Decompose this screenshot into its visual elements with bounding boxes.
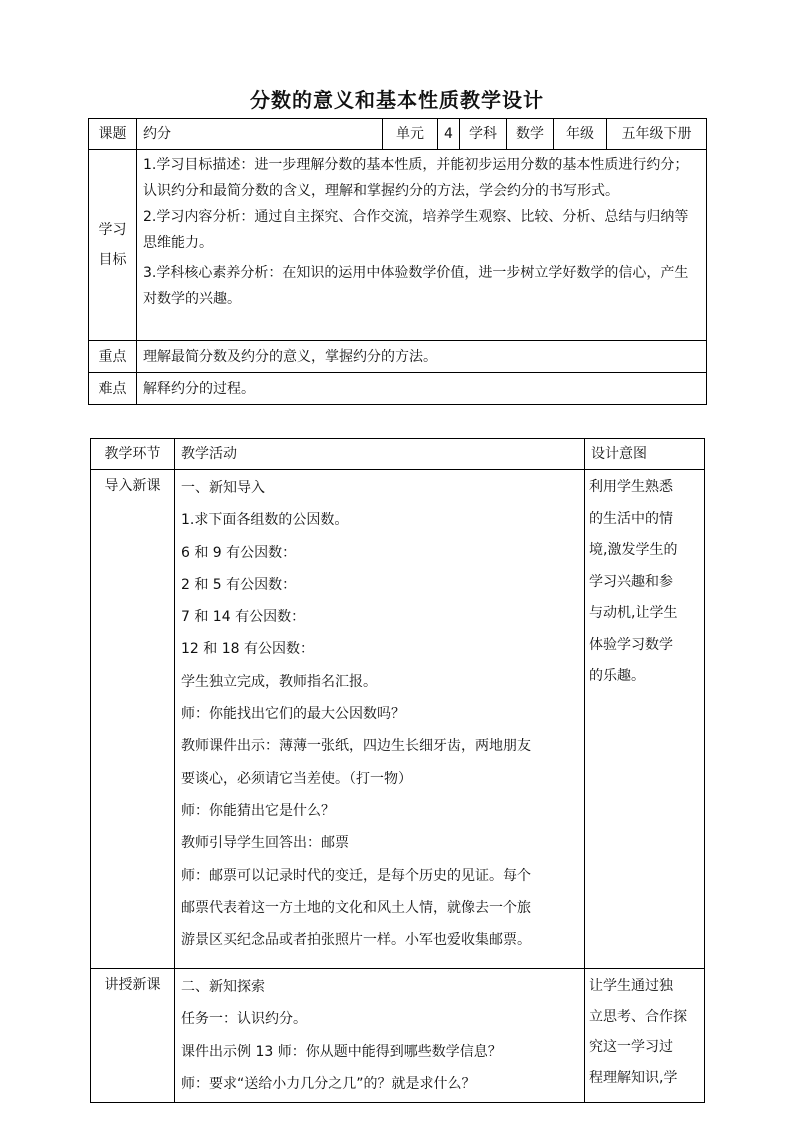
- intent-line: 体验学习数学: [589, 636, 673, 653]
- intent-new-lesson: [585, 969, 705, 1103]
- key-point-label: 重点: [89, 341, 137, 373]
- learning-goals-label: [89, 150, 137, 341]
- topic-label: 课题: [89, 119, 137, 150]
- unit-value: 4: [438, 119, 460, 150]
- goals-label-line-2: 目标: [98, 252, 127, 268]
- activity-line: 任务一：认识约分。: [181, 1011, 307, 1028]
- topic-value: 约分: [137, 119, 383, 150]
- activity-line: 师：要求“送给小力几分之几”的？就是求什么？: [181, 1075, 476, 1092]
- activity-line: 教师课件出示：薄薄一张纸，四边生长细牙齿，两地朋友: [181, 738, 531, 755]
- info-table: [88, 118, 707, 405]
- teaching-plan-table: [90, 438, 705, 1103]
- intent-intro: [585, 470, 705, 969]
- page-title: 分数的意义和基本性质教学设计: [250, 88, 544, 112]
- intent-line: 的生活中的情: [589, 510, 673, 527]
- intent-line: 立思考、合作探: [589, 1008, 687, 1025]
- grade-label: 年级: [554, 119, 607, 150]
- activity-line: 游景区买纪念品或者拍张照片一样。小军也爱收集邮票。: [181, 932, 531, 949]
- activity-line: 师：你能猜出它是什么？: [181, 802, 335, 819]
- difficulty-label: 难点: [89, 373, 137, 405]
- goal-1: 1.学习目标描述：进一步理解分数的基本性质，并能初步运用分数的基本性质进行约分；认识约分和最简分数的含义，理解和掌握约分的方法，学会约分的书写形式。: [143, 157, 689, 199]
- activity-line: 师：邮票可以记录时代的变迁，是每个历史的见证。每个: [181, 867, 531, 884]
- learning-goals-content: [137, 150, 707, 341]
- activity-line: 二、新知探索: [181, 979, 265, 995]
- activity-line: 6 和 9 有公因数：: [181, 544, 297, 561]
- activity-line: 课件出示例 13 师：你从题中能得到哪些数学信息？: [181, 1043, 502, 1060]
- activity-intro: [175, 470, 585, 969]
- grade-value: 五年级下册: [607, 119, 707, 150]
- activity-line: 教师引导学生回答出：邮票: [181, 835, 349, 852]
- intent-line: 与动机,让学生: [589, 605, 678, 621]
- stage-header: 教学环节: [91, 439, 175, 470]
- activity-header: 教学活动: [175, 439, 585, 470]
- activity-line: 12 和 18 有公因数：: [181, 641, 314, 658]
- activity-line: 要谈心，必须请它当差使。（打一物）: [181, 770, 412, 787]
- intent-line: 程理解知识,学: [589, 1070, 678, 1087]
- stage-new-lesson: 讲授新课: [91, 969, 175, 1103]
- activity-line: 1.求下面各组数的公因数。: [181, 512, 349, 529]
- intent-line: 境,激发学生的: [589, 542, 678, 558]
- intent-line: 的乐趣。: [589, 668, 645, 684]
- subject-label: 学科: [460, 119, 507, 150]
- activity-line: 2 和 5 有公因数：: [181, 576, 297, 593]
- intent-line: 学习兴趣和参: [589, 573, 673, 590]
- difficulty-value: 解释约分的过程。: [137, 373, 707, 405]
- activity-line: 7 和 14 有公因数：: [181, 609, 306, 626]
- intent-line: 究这一学习过: [589, 1039, 673, 1056]
- activity-line: 师：你能找出它们的最大公因数吗？: [181, 706, 405, 723]
- goals-label-line-1: 学习: [98, 222, 127, 238]
- activity-line: 学生独立完成，教师指名汇报。: [181, 673, 377, 690]
- activity-line: 邮票代表着这一方土地的文化和风土人情，就像去一个旅: [181, 899, 531, 916]
- unit-label: 单元: [383, 119, 438, 150]
- activity-new-lesson: [175, 969, 585, 1103]
- intent-line: 利用学生熟悉: [589, 479, 673, 495]
- activity-line: 一、新知导入: [181, 480, 265, 496]
- intent-header: 设计意图: [585, 439, 705, 470]
- goal-2: 2.学习内容分析：通过自主探究、合作交流，培养学生观察、比较、分析、总结与归纳等思维能力。: [143, 209, 689, 251]
- subject-value: 数学: [507, 119, 554, 150]
- goal-3: 3.学科核心素养分析：在知识的运用中体验数学价值，进一步树立学好数学的信心，产生对数学的兴趣。: [143, 265, 689, 307]
- intent-line: 让学生通过独: [589, 978, 673, 994]
- key-point-value: 理解最简分数及约分的意义，掌握约分的方法。: [137, 341, 707, 373]
- stage-intro: 导入新课: [91, 470, 175, 969]
